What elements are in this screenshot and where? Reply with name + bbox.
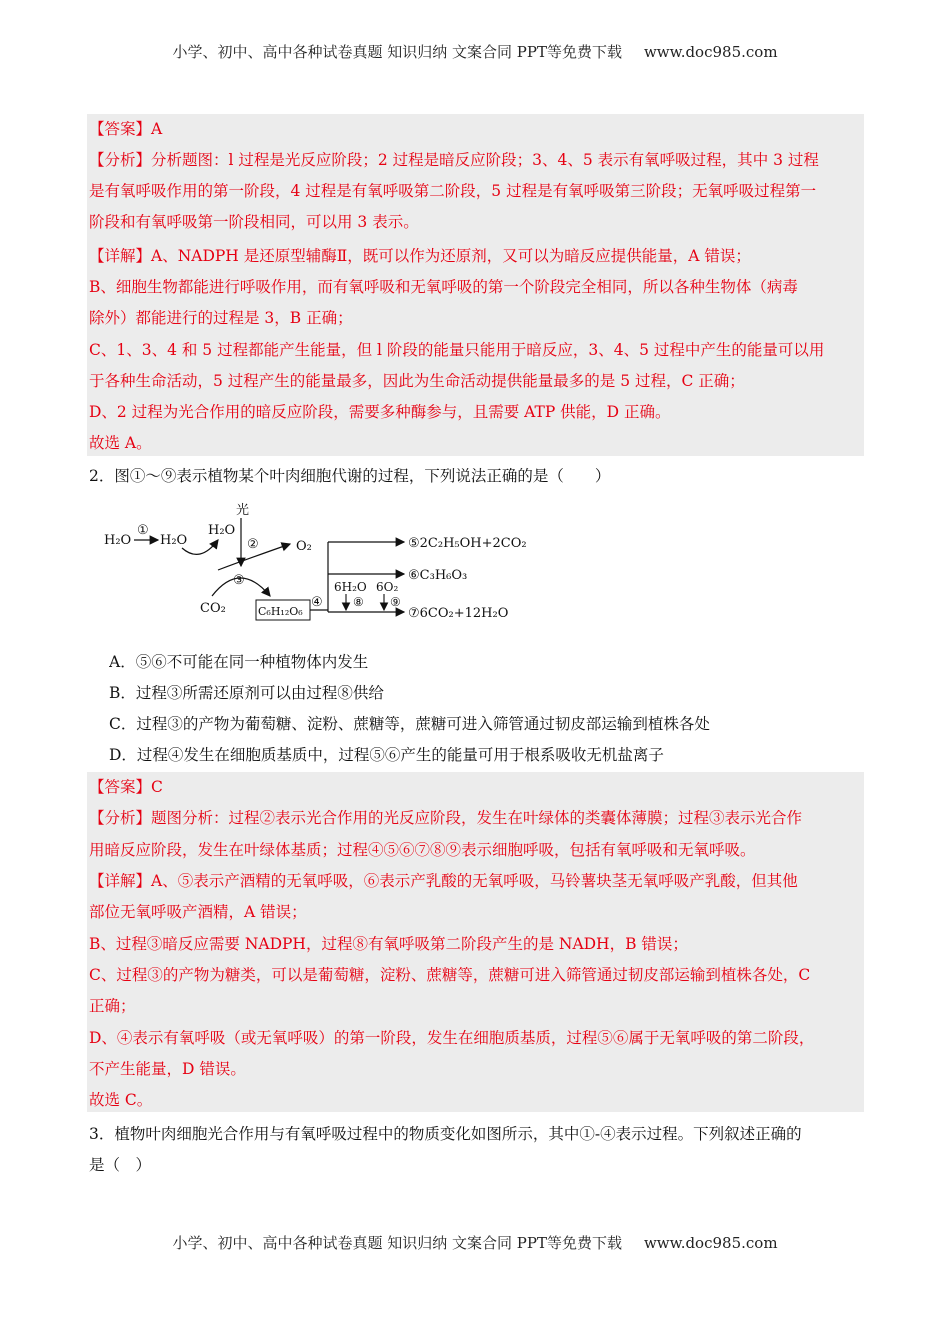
q1-detail-line: 【详解】A、NADPH 是还原型辅酶Ⅱ，既可以作为还原剂，又可以为暗反应提供能量，A 错误； — [89, 247, 751, 265]
q2-analysis-line: 【分析】题图分析：过程②表示光合作用的光反应阶段，发生在叶绿体的类囊体薄膜；过程③表示光合作 — [89, 809, 803, 827]
q1-analysis-line: 阶段和有氧呼吸第一阶段相同，可以用 3 表示。 — [89, 213, 419, 231]
q2-detail-line: 【详解】A、⑤表示产酒精的无氧呼吸，⑥表示产乳酸的无氧呼吸，马铃薯块茎无氧呼吸产乳酸，但其他 — [89, 872, 798, 890]
q1-analysis-line: 【分析】分析题图：l 过程是光反应阶段；2 过程是暗反应阶段；3、4、5 表示有氧呼吸过程，其中 3 过程 — [89, 151, 819, 169]
option-c[interactable]: C．过程③的产物为葡萄糖、淀粉、蔗糖等，蔗糖可进入筛管通过韧皮部运输到植株各处 — [109, 715, 710, 733]
page-header — [0, 41, 950, 62]
header-text: 小学、初中、高中各种试卷真题 知识归纳 文案合同 PPT等免费下载 — [172, 43, 622, 61]
page-footer — [0, 1232, 950, 1253]
option-a[interactable]: A．⑤⑥不可能在同一种植物体内发生 — [109, 653, 369, 671]
label-h2o-left: H₂O — [104, 533, 132, 548]
label-6h2o: 6H₂O — [334, 580, 367, 594]
label-co2: CO₂ — [200, 601, 226, 616]
label-step4: ④ — [311, 595, 323, 610]
q1-detail-line: D、2 过程为光合作用的暗反应阶段，需要多种酶参与，且需要 ATP 供能，D 正确。 — [89, 403, 671, 421]
label-h2o-mid: H₂O — [160, 533, 188, 548]
label-o2: O₂ — [296, 539, 312, 554]
q2-detail-line: 部位无氧呼吸产酒精，A 错误； — [89, 903, 307, 921]
label-step8: ⑧ — [353, 595, 364, 609]
q2-analysis-line: 用暗反应阶段，发生在叶绿体基质；过程④⑤⑥⑦⑧⑨表示细胞呼吸，包括有氧呼吸和无氧呼吸。 — [89, 841, 756, 859]
q1-detail-line: 除外）都能进行的过程是 3，B 正确； — [89, 309, 353, 327]
q1-detail-line: C、1、3、4 和 5 过程都能产生能量，但 l 阶段的能量只能用于暗反应，3、4、5 过程中产生的能量可以用 — [89, 341, 825, 359]
label-light: 光 — [236, 503, 250, 518]
metabolism-diagram — [100, 500, 560, 628]
q2-answer: 【答案】C — [89, 778, 163, 796]
q1-detail-line: B、细胞生物都能进行呼吸作用，而有氧呼吸和无氧呼吸的第一个阶段完全相同，所以各种生物体（病毒 — [89, 278, 798, 296]
option-b[interactable]: B．过程③所需还原剂可以由过程⑧供给 — [109, 684, 384, 702]
label-step1: ① — [137, 523, 149, 538]
q3-stem-line: 是（ ） — [89, 1156, 152, 1174]
label-step3: ③ — [233, 573, 245, 588]
arrow-water-split — [182, 540, 218, 554]
q1-answer: 【答案】A — [89, 120, 163, 138]
q2-detail-line: C、过程③的产物为糖类，可以是葡萄糖，淀粉、蔗糖等，蔗糖可进入筛管通过韧皮部运输到植株各处，C — [89, 966, 811, 984]
label-step9: ⑨ — [390, 595, 401, 609]
label-6o2: 6O₂ — [376, 580, 399, 594]
q2-detail-line: 不产生能量，D 错误。 — [89, 1060, 246, 1078]
option-d[interactable]: D．过程④发生在细胞质基质中，过程⑤⑥产生的能量可用于根系吸收无机盐离子 — [109, 746, 664, 764]
q3-stem-line: 3．植物叶肉细胞光合作用与有氧呼吸过程中的物质变化如图所示，其中①-④表示过程。下列叙述正确的 — [89, 1125, 802, 1143]
label-glucose: C₆H₁₂O₆ — [258, 605, 303, 618]
label-product5: ⑤2C₂H₅OH+2CO₂ — [408, 536, 527, 551]
footer-url[interactable]: www.doc985.com — [643, 1234, 778, 1252]
q2-detail-line: B、过程③暗反应需要 NADPH，过程⑧有氧呼吸第二阶段产生的是 NADH，B 错误； — [89, 935, 688, 953]
header-url[interactable]: www.doc985.com — [643, 43, 778, 61]
q2-stem: 2．图①～⑨表示植物某个叶肉细胞代谢的过程，下列说法正确的是（ ） — [89, 467, 611, 485]
q2-detail-line: D、④表示有氧呼吸（或无氧呼吸）的第一阶段，发生在细胞质基质，过程⑤⑥属于无氧呼吸的第二阶段， — [89, 1029, 815, 1047]
label-h2o-top: H₂O — [208, 523, 236, 538]
q2-detail-line: 正确； — [89, 997, 136, 1015]
q2-conclusion: 故选 C。 — [89, 1091, 153, 1109]
label-step2: ② — [247, 537, 259, 552]
footer-text: 小学、初中、高中各种试卷真题 知识归纳 文案合同 PPT等免费下载 — [172, 1234, 622, 1252]
label-product6: ⑥C₃H₆O₃ — [408, 568, 468, 583]
q1-conclusion: 故选 A。 — [89, 434, 152, 452]
label-product7: ⑦6CO₂+12H₂O — [408, 606, 509, 621]
q1-detail-line: 于各种生命活动，5 过程产生的能量最多，因此为生命活动提供能量最多的是 5 过程，C 正确； — [89, 372, 745, 390]
q1-analysis-line: 是有氧呼吸作用的第一阶段，4 过程是有氧呼吸第二阶段，5 过程是有氧呼吸第三阶段；无氧呼吸过程第一 — [89, 182, 817, 200]
